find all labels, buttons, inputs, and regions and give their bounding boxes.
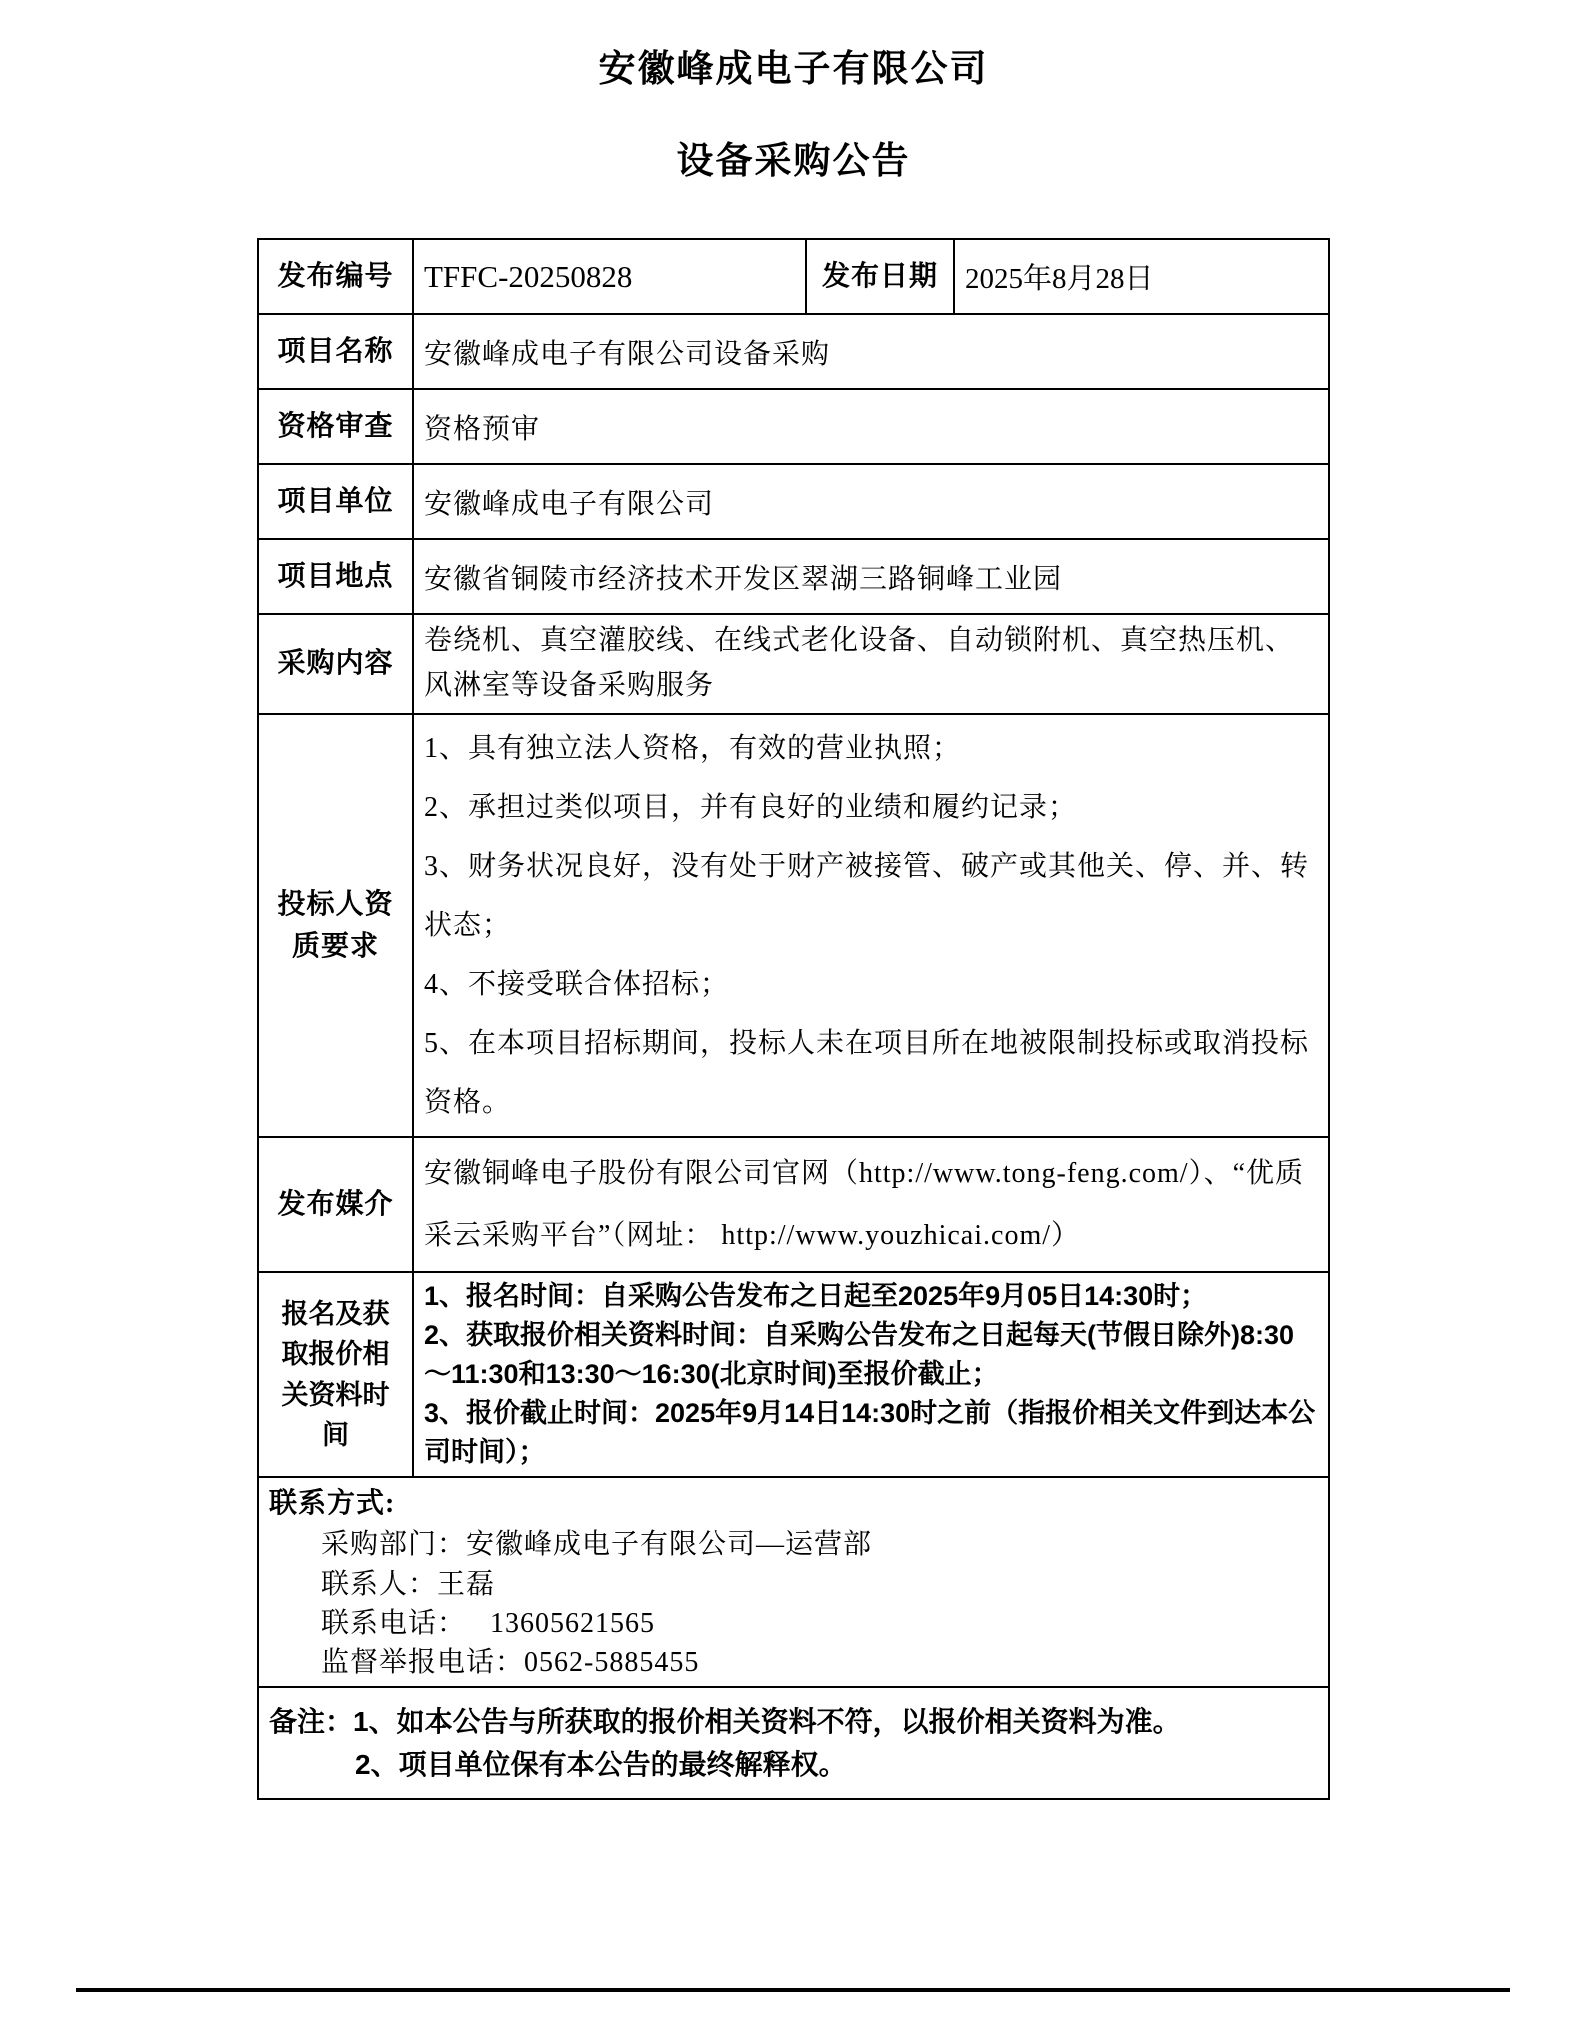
contact-department: 采购部门：安徽峰成电子有限公司—运营部 — [321, 1529, 873, 1561]
project-location-label: 项目地点 — [258, 539, 413, 614]
publish-date-value: 2025年8月28日 — [954, 239, 1329, 314]
table-row-publish-media — [258, 1137, 1329, 1272]
qualification-item: 3、财务状况良好，没有处于财产被接管、破产或其他关、停、并、转状态； — [424, 851, 1310, 941]
table-row-project-location — [258, 539, 1329, 614]
table-row-project-unit — [258, 464, 1329, 539]
qualification-item: 4、不接受联合体招标； — [424, 969, 730, 1000]
contact-phone: 联系电话： 13605621565 — [321, 1607, 656, 1639]
publish-number-value: TFFC-20250828 — [413, 239, 806, 314]
page-title: 安徽峰成电子有限公司 — [598, 48, 989, 89]
table-row-project-name — [258, 314, 1329, 389]
remark-cell — [258, 1687, 1329, 1799]
remark-line-1 — [269, 1700, 1318, 1743]
footer-divider-line — [76, 1988, 1510, 1992]
signup-time-label: 报名及获取报价相关资料时间 — [258, 1272, 413, 1477]
project-name-label: 项目名称 — [258, 314, 413, 389]
qualification-review-value: 资格预审 — [413, 389, 1329, 464]
qualification-item: 2、承担过类似项目，并有良好的业绩和履约记录； — [424, 792, 1078, 823]
table-row-signup-time — [258, 1272, 1329, 1477]
table-row-procurement-content — [258, 614, 1329, 714]
project-location-value: 安徽省铜陵市经济技术开发区翠湖三路铜峰工业园 — [413, 539, 1329, 614]
qualification-review-label: 资格审查 — [258, 389, 413, 464]
announcement-table-wrapper — [257, 238, 1330, 1800]
table-row-contact — [258, 1477, 1329, 1687]
contact-person: 联系人：王磊 — [321, 1568, 496, 1600]
signup-time-item: 3、报价截止时间：2025年9月14日14:30时之前（指报价相关文件到达本公司时间）； — [424, 1398, 1316, 1467]
table-row-publish — [258, 239, 1329, 314]
contact-cell — [258, 1477, 1329, 1687]
project-unit-value: 安徽峰成电子有限公司 — [413, 464, 1329, 539]
page-subtitle: 设备采购公告 — [676, 140, 911, 181]
publish-number-label: 发布编号 — [258, 239, 413, 314]
contact-report-phone: 监督举报电话：0562-5885455 — [321, 1646, 700, 1678]
publish-date-label: 发布日期 — [806, 239, 954, 314]
remark-line-2: 2、项目单位保有本公告的最终解释权。 — [355, 1749, 847, 1781]
announcement-table — [257, 238, 1330, 1800]
project-unit-label: 项目单位 — [258, 464, 413, 539]
publish-media-label: 发布媒介 — [258, 1137, 413, 1272]
signup-time-item: 2、获取报价相关资料时间：自采购公告发布之日起每天(节假日除外)8:30～11:30和13:30～16:30(北京时间)至报价截止； — [424, 1320, 1295, 1389]
project-name-value: 安徽峰成电子有限公司设备采购 — [413, 314, 1329, 389]
table-row-qualification-review — [258, 389, 1329, 464]
qualification-item: 5、在本项目招标期间，投标人未在项目所在地被限制投标或取消投标资格。 — [424, 1028, 1310, 1118]
qualification-item: 1、具有独立法人资格，有效的营业执照； — [424, 733, 962, 764]
procurement-content-label: 采购内容 — [258, 614, 413, 714]
signup-time-item: 1、报名时间：自采购公告发布之日起至2025年9月05日14:30时； — [424, 1281, 1208, 1311]
table-row-remark — [258, 1687, 1329, 1799]
bidder-qualifications-label: 投标人资质要求 — [258, 714, 413, 1137]
remark-label: 备注： — [269, 1705, 354, 1737]
signup-time-value — [413, 1272, 1329, 1477]
publish-media-value: 安徽铜峰电子股份有限公司官网（http://www.tong-feng.com/）、“优质采云采购平台”（网址： http://www.youzhicai.com/） — [413, 1137, 1329, 1272]
procurement-content-value: 卷绕机、真空灌胶线、在线式老化设备、自动锁附机、真空热压机、风淋室等设备采购服务 — [413, 614, 1329, 714]
bidder-qualifications-value — [413, 714, 1329, 1137]
remark-text-1: 1、如本公告与所获取的报价相关资料不符，以报价相关资料为准。 — [353, 1705, 1181, 1737]
contact-heading: 联系方式: — [269, 1488, 396, 1519]
table-row-bidder-qualifications — [258, 714, 1329, 1137]
